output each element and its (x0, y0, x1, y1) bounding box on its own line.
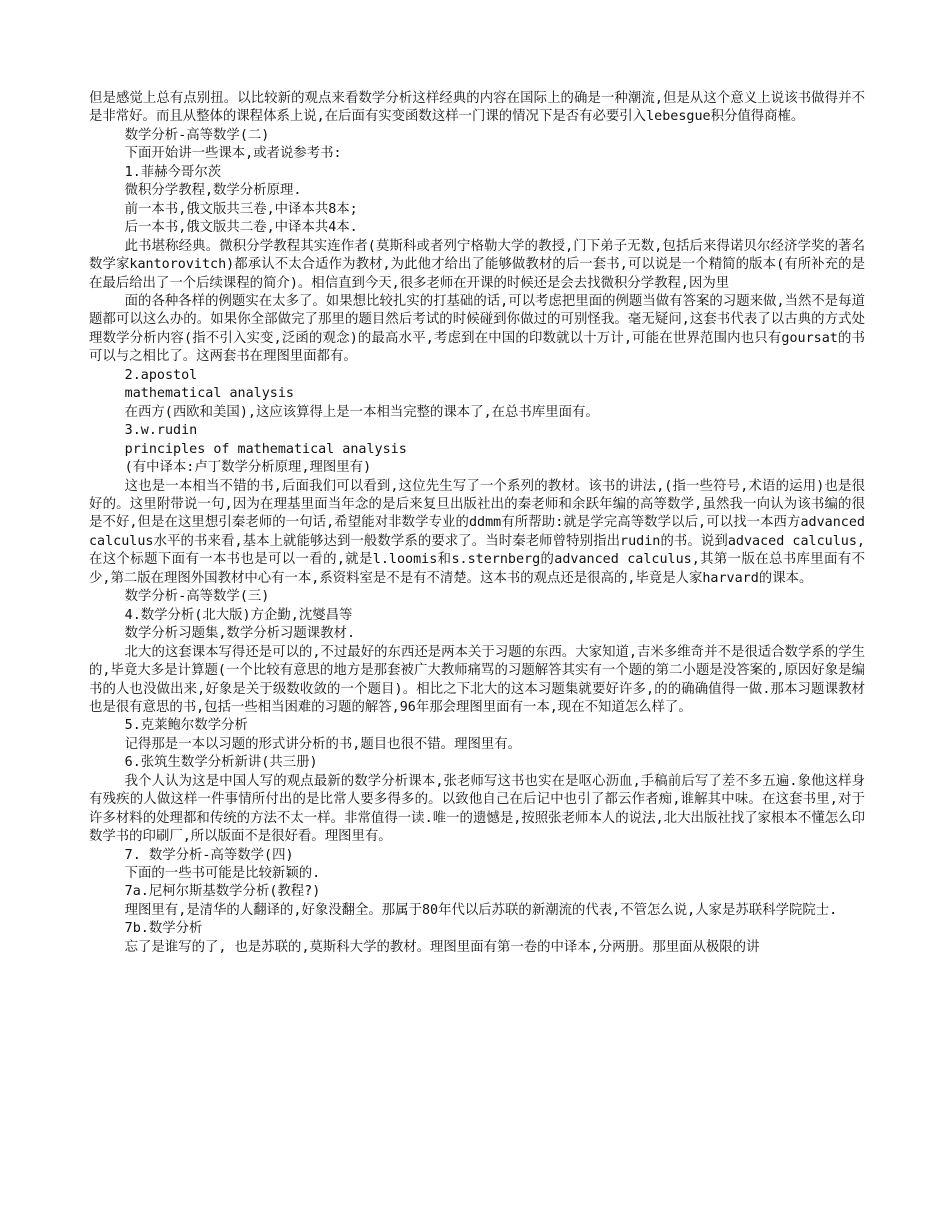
document-page (89, 90, 865, 957)
paragraph: 忘了是谁写的了, 也是苏联的,莫斯科大学的教材。理图里面有第一卷的中译本,分两册。那里面从极限的讲 (124, 939, 760, 955)
paragraph: 理图里有,是清华的人翻译的,好象没翻全。那属于80年代以后苏联的新潮流的代表,不管怎么说,人家是苏联科学院院士. (124, 902, 838, 918)
paragraph: 此书堪称经典。微积分学教程其实连作者(莫斯科或者列宁格勒大学的教授,门下弟子无数,包括后来得诺贝尔经济学奖的著名数学家kantorovitch)都承认不太合适作为教材,为此他才给出了能够做教材的后一套书,可以说是一个精简的版本(有所补充的是在最后给出了一个后续课程的简介)。相信直到今天,很多老师在开课的时候还是会去找微积分学教程,因为里 (89, 238, 865, 291)
paragraph: 北大的这套课本写得还是可以的,不过最好的东西还是两本关于习题的东西。大家知道,吉米多维奇并不是很适合数学系的学生的,毕竟大多是计算题(一个比较有意思的地方是那套被广大教师痛骂的习题解答其实有一个题的第二小题是没答案的,原因好象是编书的人也没做出来,好象是关于级数收敛的一个题目)。相比之下北大的这本习题集就要好许多,的的确确值得一做.那本习题课教材也是很有意思的书,包括一些相当困难的习题的解答,96年那会理图里面有一本,现在不知道怎么样了。 (89, 644, 865, 715)
book-item-line: principles of mathematical analysis (124, 441, 407, 457)
section-heading: 7. 数学分析-高等数学(四) (124, 847, 294, 863)
book-item-line: (有中译本:卢丁数学分析原理,理图里有) (124, 460, 372, 476)
book-item-line: mathematical analysis (124, 386, 294, 402)
book-item-title: 3.w.rudin (124, 423, 198, 439)
book-item-line: 数学分析习题集,数学分析习题课教材. (124, 626, 356, 642)
book-item-title: 5.克莱鲍尔数学分析 (124, 718, 248, 734)
paragraph: 我个人认为这是中国人写的观点最新的数学分析课本,张老师写这书也实在是呕心沥血,手稿前后写了差不多五遍.象他这样身有残疾的人做这样一件事情所付出的是比常人要多得多的。以致他自己在后记中也引了都云作者痴,谁解其中味。在这套书里,对于许多材料的处理都和传统的方法不太一样。非常值得一读.唯一的遗憾是,按照张老师本人的说法,北大出版社找了家根本不懂怎么印数学书的印刷厂,所以版面不是很好看。理图里有。 (89, 773, 865, 845)
paragraph: 下面开始讲一些课本,或者说参考书: (124, 146, 342, 162)
section-heading: 数学分析-高等数学(二) (124, 127, 270, 143)
book-item-title: 7b.数学分析 (124, 921, 203, 937)
book-item-line: 后一本书,俄文版共二卷,中译本共4本. (124, 220, 358, 236)
paragraph: 面的各种各样的例题实在太多了。如果想比较扎实的打基础的话,可以考虑把里面的例题当做有答案的习题来做,当然不是每道题都可以这么办的。如果你全部做完了那里的题目然后考试的时候碰到你做过的可别怪我。毫无疑问,这套书代表了以古典的方式处理数学分析内容(指不引入实变,泛函的观念)的最高水平,考虑到在中国的印数就以十万计,可能在世界范围内也只有goursat的书可以与之相比了。这两套书在理图里面都有。 (89, 293, 865, 365)
paragraph: 这也是一本相当不错的书,后面我们可以看到,这位先生写了一个系列的教材。该书的讲法,(指一些符号,术语的运用)也是很好的。这里附带说一句,因为在理基里面当年念的是后来复旦出版社出的秦老师和余跃年编的高等数学,虽然我一向认为该书编的很是不好,但是在这里想引秦老师的一句话,希望能对非数学专业的ddmm有所帮助:就是学完高等数学以后,可以找一本西方advanced calculus水平的书来看,基本上就能够达到一般数学系的要求了。当时秦老师曾特别指出rudin的书。说到advaced calculus,在这个标题下面有一本书也是可以一看的,就是l.loomis和s.sternberg的advanced calculus,其第一版在总书库里面有不少,第二版在理图外国教材中心有一本,系资料室是不是有不清楚。这本书的观点还是很高的,毕竟是人家harvard的课本。 (89, 478, 865, 586)
book-item-line: 微积分学教程,数学分析原理. (124, 183, 302, 199)
book-item-line: 前一本书,俄文版共三卷,中译本共8本; (124, 201, 358, 217)
section-heading: 数学分析-高等数学(三) (124, 589, 270, 605)
book-item-title: 1.菲赫今哥尔茨 (124, 164, 222, 180)
book-item-line: 在西方(西欧和美国),这应该算得上是一本相当完整的课本了,在总书库里面有。 (124, 404, 599, 420)
book-item-title: 6.张筑生数学分析新讲(共三册) (124, 755, 318, 771)
book-item-title: 4.数学分析(北大版)方企勤,沈燮昌等 (124, 607, 353, 623)
book-item-title: 7a.尼柯尔斯基数学分析(教程?) (124, 884, 321, 900)
paragraph: 但是感觉上总有点别扭。以比较新的观点来看数学分析这样经典的内容在国际上的确是一种潮流,但是从这个意义上说该书做得并不是非常好。而且从整体的课程体系上说,在后面有实变函数这样一门课的情况下是否有必要引入lebesgue积分值得商榷。 (89, 91, 865, 125)
paragraph: 下面的一些书可能是比较新颖的. (124, 866, 321, 882)
book-item-line: 记得那是一本以习题的形式讲分析的书,题目也很不错。理图里有。 (124, 736, 522, 752)
book-item-title: 2.apostol (124, 367, 198, 383)
